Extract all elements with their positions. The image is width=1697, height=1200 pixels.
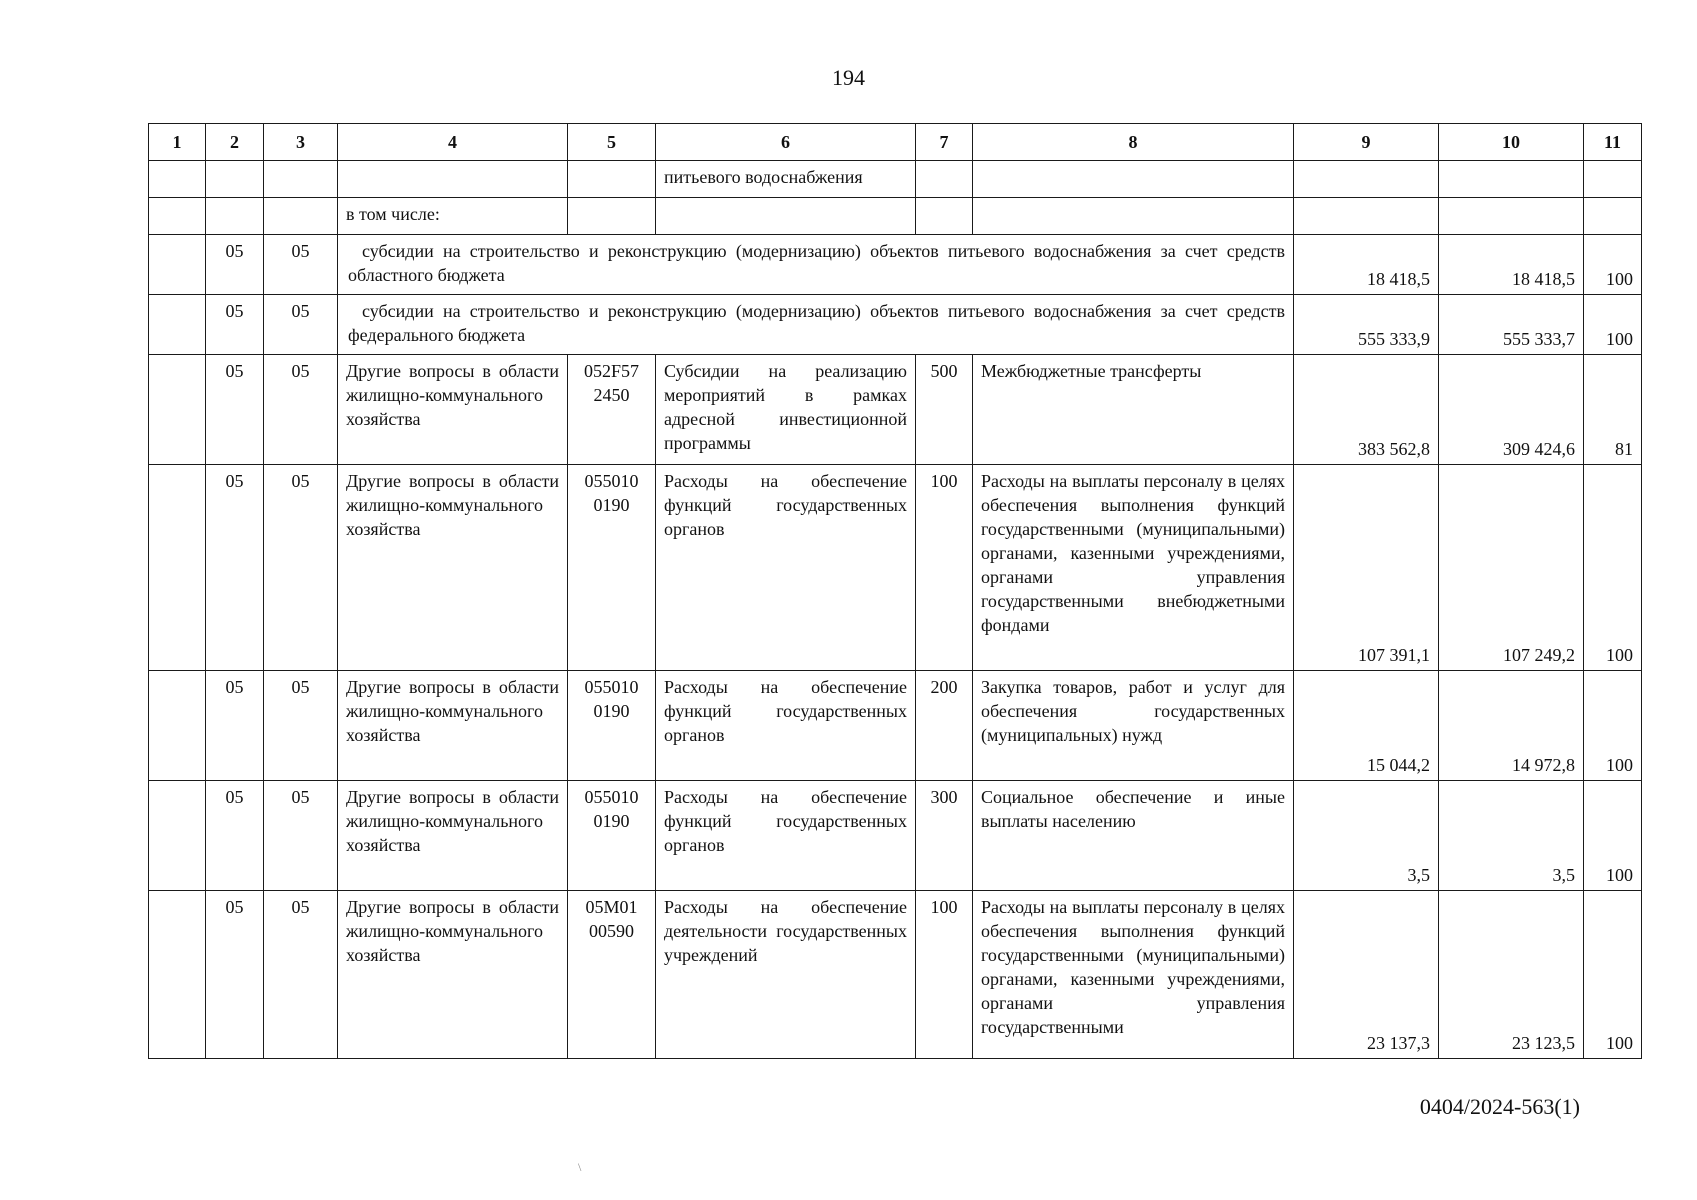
cell-c11: 100	[1584, 235, 1642, 295]
column-header: 1	[149, 124, 206, 161]
cell-c2: 05	[206, 465, 264, 671]
cell-c9: 23 137,3	[1294, 891, 1439, 1059]
cell-c1	[149, 891, 206, 1059]
cell-c2: 05	[206, 671, 264, 781]
cell-c2: 05	[206, 295, 264, 355]
table-row	[149, 465, 1642, 671]
cell-c5: 055010 0190	[568, 465, 656, 671]
cell-c3: 05	[264, 671, 338, 781]
column-header: 5	[568, 124, 656, 161]
cell-c5	[568, 161, 656, 198]
subsidy-description	[338, 235, 1294, 295]
cell-c4: Другие вопросы в области жилищно-коммунального хозяйства	[338, 781, 568, 891]
cell-c11: 81	[1584, 355, 1642, 465]
cell-c1	[149, 465, 206, 671]
cell-c4: в том числе:	[338, 198, 568, 235]
cell-c6: Расходы на обеспечение функций государственных органов	[656, 781, 916, 891]
cell-c7: 300	[916, 781, 973, 891]
cell-c6: питьевого водоснабжения	[656, 161, 916, 198]
cell-c10: 309 424,6	[1439, 355, 1584, 465]
column-header: 2	[206, 124, 264, 161]
table-row	[149, 295, 1642, 355]
column-header: 3	[264, 124, 338, 161]
cell-c2	[206, 161, 264, 198]
cell-c3	[264, 161, 338, 198]
cell-c8: Социальное обеспечение и иные выплаты населению	[973, 781, 1294, 891]
cell-c10: 14 972,8	[1439, 671, 1584, 781]
cell-c6: Расходы на обеспечение деятельности государственных учреждений	[656, 891, 916, 1059]
cell-c7: 500	[916, 355, 973, 465]
cell-c8: Закупка товаров, работ и услуг для обеспечения государственных (муниципальных) нужд	[973, 671, 1294, 781]
cell-c3: 05	[264, 465, 338, 671]
cell-c10: 107 249,2	[1439, 465, 1584, 671]
cell-c5	[568, 198, 656, 235]
cell-c11: 100	[1584, 295, 1642, 355]
cell-c11: 100	[1584, 465, 1642, 671]
cell-c2	[206, 198, 264, 235]
cell-c6: Расходы на обеспечение функций государственных органов	[656, 671, 916, 781]
column-header: 8	[973, 124, 1294, 161]
cell-c8: Межбюджетные трансферты	[973, 355, 1294, 465]
cell-c11: 100	[1584, 671, 1642, 781]
table-row	[149, 198, 1642, 235]
cell-c4: Другие вопросы в области жилищно-коммунального хозяйства	[338, 891, 568, 1059]
cell-c8	[973, 161, 1294, 198]
cell-c1	[149, 355, 206, 465]
cell-c9: 18 418,5	[1294, 235, 1439, 295]
table-row	[149, 891, 1642, 1059]
cell-c8: Расходы на выплаты персоналу в целях обеспечения выполнения функций государственными (муниципальными) органами, казенными учреждениями, органами управления государственными внебюджетными фондами	[973, 465, 1294, 671]
cell-c8	[973, 198, 1294, 235]
cell-c9: 15 044,2	[1294, 671, 1439, 781]
cell-c7: 100	[916, 465, 973, 671]
cell-c6	[656, 198, 916, 235]
column-header: 4	[338, 124, 568, 161]
cell-c10: 18 418,5	[1439, 235, 1584, 295]
cell-c9	[1294, 161, 1439, 198]
cell-c4: Другие вопросы в области жилищно-коммунального хозяйства	[338, 465, 568, 671]
column-header: 6	[656, 124, 916, 161]
cell-c6: Субсидии на реализацию мероприятий в рамках адресной инвестиционной программы	[656, 355, 916, 465]
cell-c10: 23 123,5	[1439, 891, 1584, 1059]
table-row	[149, 355, 1642, 465]
cell-c3: 05	[264, 235, 338, 295]
table-row	[149, 161, 1642, 198]
cell-c1	[149, 781, 206, 891]
cell-c3: 05	[264, 781, 338, 891]
cell-c7	[916, 161, 973, 198]
cell-c2: 05	[206, 355, 264, 465]
table-row	[149, 235, 1642, 295]
cell-c10: 3,5	[1439, 781, 1584, 891]
cell-c11: 100	[1584, 891, 1642, 1059]
budget-table	[148, 123, 1642, 1059]
cell-c1	[149, 671, 206, 781]
cell-c5: 055010 0190	[568, 671, 656, 781]
cell-c5: 05М01 00590	[568, 891, 656, 1059]
cell-c2: 05	[206, 891, 264, 1059]
cell-c10: 555 333,7	[1439, 295, 1584, 355]
column-header: 11	[1584, 124, 1642, 161]
cell-c9: 3,5	[1294, 781, 1439, 891]
document-registration-number: 0404/2024-563(1)	[1419, 1094, 1580, 1119]
cell-c9	[1294, 198, 1439, 235]
cell-c1	[149, 235, 206, 295]
cell-c9: 383 562,8	[1294, 355, 1439, 465]
cell-c8: Расходы на выплаты персоналу в целях обеспечения выполнения функций государственными (муниципальными) органами, казенными учреждениями, органами управления государственными	[973, 891, 1294, 1059]
cell-c9: 555 333,9	[1294, 295, 1439, 355]
cell-c7	[916, 198, 973, 235]
cell-c2: 05	[206, 781, 264, 891]
column-number-header-row	[149, 124, 1642, 161]
cell-c9: 107 391,1	[1294, 465, 1439, 671]
cell-c3: 05	[264, 295, 338, 355]
cell-c1	[149, 295, 206, 355]
cell-c1	[149, 161, 206, 198]
table-row	[149, 671, 1642, 781]
cell-c3: 05	[264, 891, 338, 1059]
cell-c11	[1584, 198, 1642, 235]
cell-c11	[1584, 161, 1642, 198]
cell-c5: 055010 0190	[568, 781, 656, 891]
cell-c1	[149, 198, 206, 235]
cell-c7: 200	[916, 671, 973, 781]
cell-c4	[338, 161, 568, 198]
cell-c2: 05	[206, 235, 264, 295]
stray-mark: \	[578, 1160, 582, 1174]
column-header: 10	[1439, 124, 1584, 161]
cell-c6: Расходы на обеспечение функций государственных органов	[656, 465, 916, 671]
cell-c3: 05	[264, 355, 338, 465]
cell-c4: Другие вопросы в области жилищно-коммунального хозяйства	[338, 355, 568, 465]
table-row	[149, 781, 1642, 891]
subsidy-text: субсидии на строительство и реконструкцию (модернизацию) объектов питьевого водоснабжения за счет средств федерального бюджета	[348, 301, 1285, 345]
cell-c3	[264, 198, 338, 235]
subsidy-text: субсидии на строительство и реконструкцию (модернизацию) объектов питьевого водоснабжения за счет средств областного бюджета	[348, 241, 1285, 285]
column-header: 9	[1294, 124, 1439, 161]
subsidy-description	[338, 295, 1294, 355]
cell-c10	[1439, 198, 1584, 235]
cell-c10	[1439, 161, 1584, 198]
column-header: 7	[916, 124, 973, 161]
cell-c4: Другие вопросы в области жилищно-коммунального хозяйства	[338, 671, 568, 781]
cell-c7: 100	[916, 891, 973, 1059]
page-number: 194	[832, 65, 865, 90]
cell-c11: 100	[1584, 781, 1642, 891]
cell-c5: 052F57 2450	[568, 355, 656, 465]
